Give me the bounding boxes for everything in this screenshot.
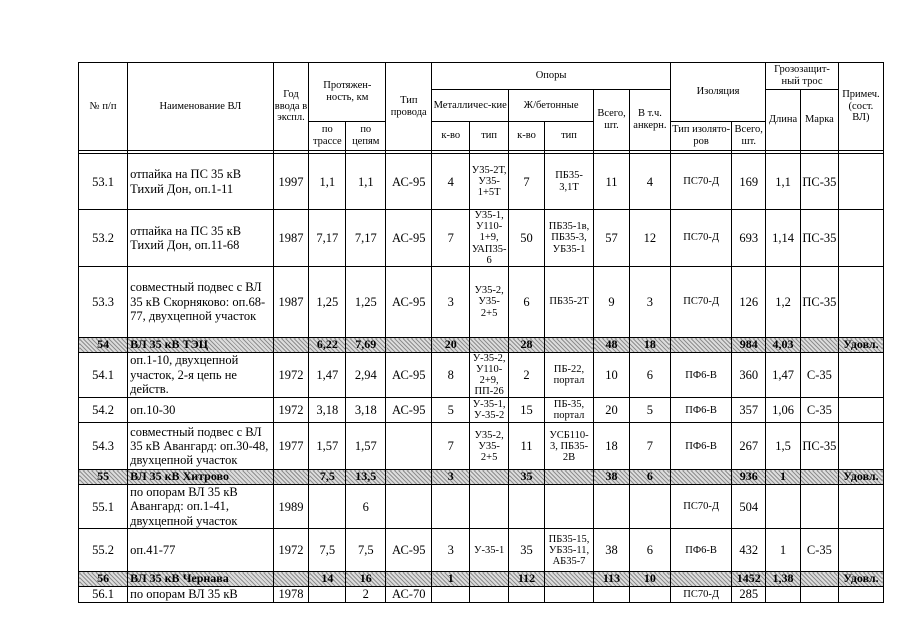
row-number: 55.1 (79, 485, 128, 529)
metal-type (470, 485, 509, 529)
line-name: по опорам ВЛ 35 кВ Авангард: оп.1-41, двухцепной участок (128, 485, 273, 529)
concrete-type (544, 587, 593, 602)
row-number: 53.3 (79, 267, 128, 338)
row-number: 54.3 (79, 423, 128, 470)
header-insulator-total: Всего, шт. (732, 122, 766, 151)
insulator-total: 357 (732, 398, 766, 423)
row-number: 56 (79, 572, 128, 587)
line-name: совместный подвес с ВЛ 35 кВ Авангард: оп.30-48, двухцепной участок (128, 423, 273, 470)
length-circuit: 7,17 (346, 210, 386, 267)
length-route: 1,47 (309, 353, 346, 398)
anchor-count: 18 (629, 338, 670, 353)
metal-count (432, 485, 470, 529)
anchor-count: 12 (629, 210, 670, 267)
length-route: 1,1 (309, 154, 346, 210)
header-length-circuit: по цепям (346, 122, 386, 151)
ground-wire-length: 1,06 (766, 398, 801, 423)
metal-count: 5 (432, 398, 470, 423)
commission-year (273, 338, 309, 353)
concrete-type (544, 338, 593, 353)
insulator-type: ПС70-Д (670, 210, 731, 267)
commission-year: 1987 (273, 210, 309, 267)
concrete-type: ПБ-22, портал (544, 353, 593, 398)
concrete-count (509, 485, 545, 529)
supports-total: 38 (594, 529, 630, 572)
concrete-type: ПБ35-1в, ПБ35-3, УБ35-1 (544, 210, 593, 267)
anchor-count: 3 (629, 267, 670, 338)
metal-type: У35-2, У35-2+5 (470, 423, 509, 470)
insulator-total: 693 (732, 210, 766, 267)
header-metal-type: тип (470, 122, 509, 151)
row-number: 56.1 (79, 587, 128, 602)
concrete-type (544, 470, 593, 485)
header-concrete-type: тип (544, 122, 593, 151)
commission-year: 1972 (273, 529, 309, 572)
line-name: ВЛ 35 кВ ТЭЦ (128, 338, 273, 353)
condition-note (838, 154, 883, 210)
summary-row (79, 338, 884, 353)
ground-wire-brand: С-35 (800, 529, 838, 572)
concrete-type: ПБ35-15, УБ35-11, АБ35-7 (544, 529, 593, 572)
commission-year: 1972 (273, 353, 309, 398)
condition-note (838, 398, 883, 423)
header-gw-length: Длина (766, 90, 801, 151)
header-insulation: Изоляция (670, 63, 765, 122)
metal-count: 8 (432, 353, 470, 398)
length-circuit: 2,94 (346, 353, 386, 398)
row-number: 54 (79, 338, 128, 353)
commission-year: 1978 (273, 587, 309, 602)
condition-note: Удовл. (838, 572, 883, 587)
header-length: Протяжен-ность, км (309, 63, 386, 122)
concrete-type: ПБ35-2Т (544, 267, 593, 338)
anchor-count: 10 (629, 572, 670, 587)
row-number: 55 (79, 470, 128, 485)
commission-year: 1989 (273, 485, 309, 529)
insulator-type: ПФ6-В (670, 353, 731, 398)
table-row (79, 529, 884, 572)
insulator-type: ПФ6-В (670, 398, 731, 423)
ground-wire-brand: ПС-35 (800, 423, 838, 470)
length-circuit: 7,5 (346, 529, 386, 572)
anchor-count: 6 (629, 353, 670, 398)
concrete-count: 7 (509, 154, 545, 210)
table-row (79, 353, 884, 398)
header-year: Год ввода в экспл. (273, 63, 309, 151)
concrete-count: 28 (509, 338, 545, 353)
metal-type: У-35-1, У-35-2 (470, 398, 509, 423)
supports-total: 9 (594, 267, 630, 338)
wire-type (386, 423, 432, 470)
ground-wire-brand (800, 338, 838, 353)
length-circuit: 1,25 (346, 267, 386, 338)
ground-wire-length: 1,14 (766, 210, 801, 267)
ground-wire-length: 1 (766, 470, 801, 485)
condition-note (838, 210, 883, 267)
insulator-total: 126 (732, 267, 766, 338)
table-row (79, 154, 884, 210)
insulator-total: 267 (732, 423, 766, 470)
ground-wire-brand: ПС-35 (800, 210, 838, 267)
supports-total: 48 (594, 338, 630, 353)
commission-year: 1987 (273, 267, 309, 338)
insulator-type: ПС70-Д (670, 154, 731, 210)
insulator-type: ПФ6-В (670, 529, 731, 572)
header-num: № п/п (79, 63, 128, 151)
concrete-count: 35 (509, 470, 545, 485)
table-header (79, 63, 884, 154)
metal-type (470, 587, 509, 602)
header-incl-anchor: В т.ч. анкерн. (629, 90, 670, 151)
header-insulator-type: Тип изолято-ров (670, 122, 731, 151)
insulator-type: ПС70-Д (670, 587, 731, 602)
concrete-type: ПБ35-3,1Т (544, 154, 593, 210)
ground-wire-length: 1,2 (766, 267, 801, 338)
length-route: 1,57 (309, 423, 346, 470)
ground-wire-brand (800, 470, 838, 485)
metal-type (470, 572, 509, 587)
anchor-count: 4 (629, 154, 670, 210)
row-number: 54.2 (79, 398, 128, 423)
line-name: ВЛ 35 кВ Чернава (128, 572, 273, 587)
line-name: по опорам ВЛ 35 кВ (128, 587, 273, 602)
commission-year (273, 572, 309, 587)
supports-total: 11 (594, 154, 630, 210)
ground-wire-length: 1,38 (766, 572, 801, 587)
length-route: 3,18 (309, 398, 346, 423)
metal-count: 20 (432, 338, 470, 353)
header-ground-wire: Грозозащит-ный трос (766, 63, 839, 90)
length-circuit: 6 (346, 485, 386, 529)
ground-wire-length: 1,1 (766, 154, 801, 210)
line-name: оп.10-30 (128, 398, 273, 423)
condition-note (838, 423, 883, 470)
header-length-route: по трассе (309, 122, 346, 151)
wire-type: АС-95 (386, 154, 432, 210)
supports-total: 10 (594, 353, 630, 398)
length-route: 7,17 (309, 210, 346, 267)
ground-wire-brand: ПС-35 (800, 154, 838, 210)
metal-type (470, 338, 509, 353)
insulator-total: 285 (732, 587, 766, 602)
insulator-total: 984 (732, 338, 766, 353)
header-name: Наименование ВЛ (128, 63, 273, 151)
metal-count: 4 (432, 154, 470, 210)
condition-note (838, 587, 883, 602)
concrete-count (509, 587, 545, 602)
wire-type: АС-70 (386, 587, 432, 602)
length-circuit: 16 (346, 572, 386, 587)
table-row (79, 485, 884, 529)
supports-total: 18 (594, 423, 630, 470)
length-route: 6,22 (309, 338, 346, 353)
ground-wire-length: 4,03 (766, 338, 801, 353)
insulator-total: 504 (732, 485, 766, 529)
commission-year: 1972 (273, 398, 309, 423)
insulator-total: 936 (732, 470, 766, 485)
ground-wire-length: 1 (766, 529, 801, 572)
length-route (309, 587, 346, 602)
ground-wire-length: 1,5 (766, 423, 801, 470)
metal-count: 7 (432, 423, 470, 470)
anchor-count: 7 (629, 423, 670, 470)
ground-wire-brand: ПС-35 (800, 267, 838, 338)
wire-type (386, 485, 432, 529)
wire-type: АС-95 (386, 398, 432, 423)
metal-count: 1 (432, 572, 470, 587)
line-name: отпайка на ПС 35 кВ Тихий Дон, оп.11-68 (128, 210, 273, 267)
metal-type: У-35-1 (470, 529, 509, 572)
line-name: оп.1-10, двухцепной участок, 2-я цепь не действ. (128, 353, 273, 398)
length-route: 1,25 (309, 267, 346, 338)
ground-wire-brand (800, 572, 838, 587)
anchor-count: 6 (629, 470, 670, 485)
row-number: 53.2 (79, 210, 128, 267)
concrete-type: ПБ-35, портал (544, 398, 593, 423)
anchor-count: 5 (629, 398, 670, 423)
length-route: 7,5 (309, 529, 346, 572)
concrete-count: 15 (509, 398, 545, 423)
anchor-count: 6 (629, 529, 670, 572)
supports-total: 38 (594, 470, 630, 485)
table-row (79, 210, 884, 267)
condition-note: Удовл. (838, 338, 883, 353)
concrete-count: 11 (509, 423, 545, 470)
anchor-count (629, 485, 670, 529)
metal-count: 3 (432, 470, 470, 485)
condition-note (838, 267, 883, 338)
metal-type: У35-1, У110-1+9, УАП35-6 (470, 210, 509, 267)
wire-type: АС-95 (386, 353, 432, 398)
insulator-type (670, 572, 731, 587)
metal-type: У35-2Т, У35-1+5Т (470, 154, 509, 210)
wire-type (386, 338, 432, 353)
length-route: 14 (309, 572, 346, 587)
condition-note (838, 353, 883, 398)
wire-type: АС-95 (386, 267, 432, 338)
insulator-type (670, 470, 731, 485)
commission-year: 1997 (273, 154, 309, 210)
header-note: Примеч. (сост. ВЛ) (838, 63, 883, 151)
summary-row (79, 470, 884, 485)
metal-type: У35-2, У35-2+5 (470, 267, 509, 338)
insulator-type: ПФ6-В (670, 423, 731, 470)
length-route: 7,5 (309, 470, 346, 485)
length-route (309, 485, 346, 529)
length-circuit: 3,18 (346, 398, 386, 423)
supports-total: 113 (594, 572, 630, 587)
supports-total: 57 (594, 210, 630, 267)
length-circuit: 13,5 (346, 470, 386, 485)
insulator-total: 169 (732, 154, 766, 210)
line-name: отпайка на ПС 35 кВ Тихий Дон, оп.1-11 (128, 154, 273, 210)
ground-wire-brand (800, 485, 838, 529)
concrete-type (544, 485, 593, 529)
concrete-count: 6 (509, 267, 545, 338)
table-row (79, 423, 884, 470)
concrete-count: 2 (509, 353, 545, 398)
insulator-total: 432 (732, 529, 766, 572)
metal-count: 3 (432, 267, 470, 338)
concrete-count: 35 (509, 529, 545, 572)
insulator-type (670, 338, 731, 353)
concrete-count: 50 (509, 210, 545, 267)
metal-type (470, 470, 509, 485)
length-circuit: 2 (346, 587, 386, 602)
table-row (79, 398, 884, 423)
supports-total: 20 (594, 398, 630, 423)
concrete-count: 112 (509, 572, 545, 587)
line-name: ВЛ 35 кВ Хитрово (128, 470, 273, 485)
row-number: 55.2 (79, 529, 128, 572)
ground-wire-length (766, 485, 801, 529)
concrete-type (544, 572, 593, 587)
header-gw-brand: Марка (800, 90, 838, 151)
header-metal: Металличес-кие (432, 90, 509, 122)
commission-year: 1977 (273, 423, 309, 470)
ground-wire-brand: С-35 (800, 398, 838, 423)
commission-year (273, 470, 309, 485)
supports-total (594, 485, 630, 529)
summary-row (79, 572, 884, 587)
header-metal-count: к-во (432, 122, 470, 151)
table-body (79, 154, 884, 603)
wire-type (386, 572, 432, 587)
length-circuit: 7,69 (346, 338, 386, 353)
metal-count: 7 (432, 210, 470, 267)
length-circuit: 1,57 (346, 423, 386, 470)
row-number: 54.1 (79, 353, 128, 398)
wire-type: АС-95 (386, 529, 432, 572)
condition-note: Удовл. (838, 470, 883, 485)
wire-type: АС-95 (386, 210, 432, 267)
ground-wire-length: 1,47 (766, 353, 801, 398)
length-circuit: 1,1 (346, 154, 386, 210)
header-concrete: Ж/бетонные (509, 90, 594, 122)
line-name: совместный подвес с ВЛ 35 кВ Скорняково: оп.68-77, двухцепной участок (128, 267, 273, 338)
insulator-total: 360 (732, 353, 766, 398)
concrete-type: УСБ110-3, ПБ35-2В (544, 423, 593, 470)
ground-wire-brand: С-35 (800, 353, 838, 398)
insulator-total: 1452 (732, 572, 766, 587)
header-supports: Опоры (432, 63, 671, 90)
power-lines-table (78, 62, 884, 603)
row-number: 53.1 (79, 154, 128, 210)
ground-wire-length (766, 587, 801, 602)
ground-wire-brand (800, 587, 838, 602)
insulator-type: ПС70-Д (670, 267, 731, 338)
line-name: оп.41-77 (128, 529, 273, 572)
condition-note (838, 485, 883, 529)
table-row (79, 587, 884, 602)
table-row (79, 267, 884, 338)
condition-note (838, 529, 883, 572)
header-total-units: Всего, шт. (594, 90, 630, 151)
supports-total (594, 587, 630, 602)
metal-count (432, 587, 470, 602)
insulator-type: ПС70-Д (670, 485, 731, 529)
metal-count: 3 (432, 529, 470, 572)
wire-type (386, 470, 432, 485)
header-concrete-count: к-во (509, 122, 545, 151)
header-wire-type: Тип провода (386, 63, 432, 151)
metal-type: У-35-2, У110-2+9, ПП-26 (470, 353, 509, 398)
anchor-count (629, 587, 670, 602)
